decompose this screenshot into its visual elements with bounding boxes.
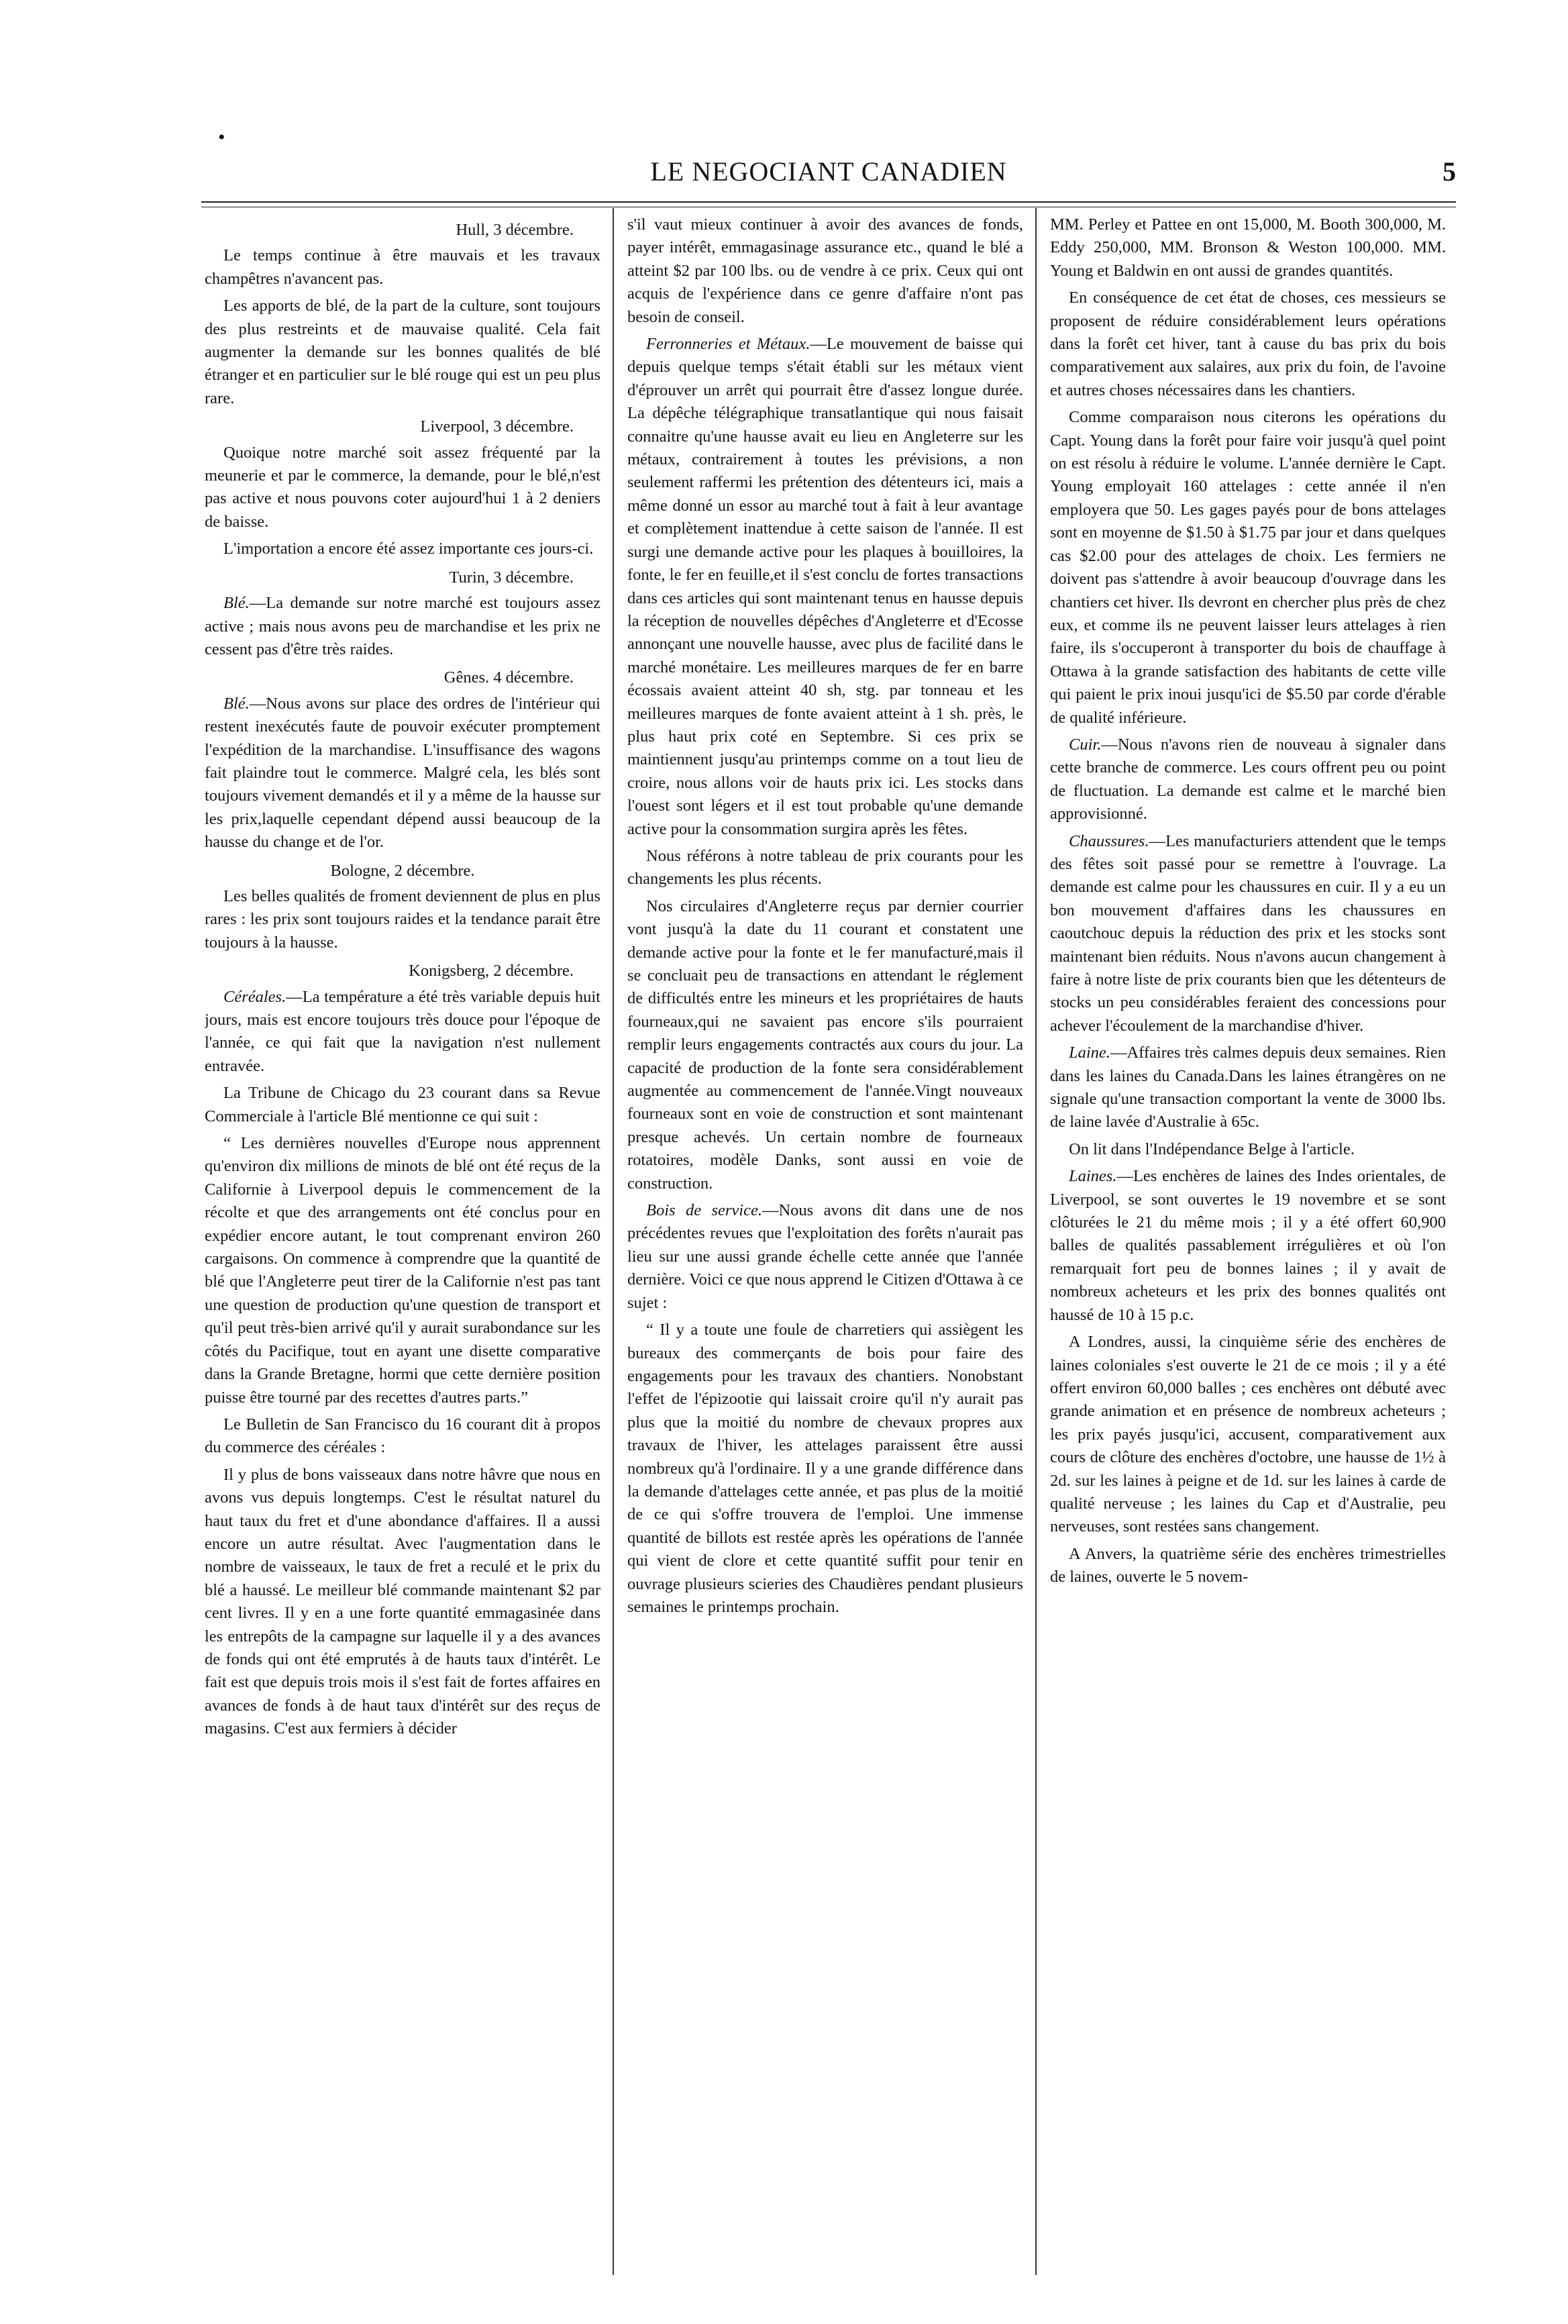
column-separator: [613, 208, 614, 2275]
rubric: Blé.: [223, 694, 250, 713]
paragraph-text: L'importation a encore été assez importante ces jours-ci.: [223, 540, 594, 558]
column-3: [1050, 213, 1446, 2267]
paragraph: [205, 592, 600, 661]
paragraph-text: Les apports de blé, de la part de la culture, sont toujours des plus restreints et de mauvaise qualité. Cela fait augmenter la demande sur les bonnes qualités de blé étranger et en particulier sur le blé rouge qui est un peu plus rare.: [205, 297, 600, 407]
running-title: LE NEGOCIANT CANADIEN: [650, 156, 1007, 187]
paragraph: [205, 693, 600, 854]
paragraph-text: Le Bulletin de San Francisco du 16 courant dit à propos du commerce des céréales :: [205, 1415, 600, 1457]
dateline: Liverpool, 3 décembre.: [420, 417, 574, 436]
paragraph: [627, 1319, 1023, 1619]
paragraph-text: —La demande sur notre marché est toujours assez active ; mais nous avons peu de marchandise et les prix ne cessent pas d'être très raides.: [205, 594, 600, 658]
paragraph-text: “ Les dernières nouvelles d'Europe nous apprennent qu'environ dix millions de minots de blé ont été reçus de la Californie à Liverpool depuis le commencement de la récolte et que des arrangements ont été conclus pour en expédier encore autant, le tout comprenant environ 260 cargaisons. On commence à comprendre que la quantité de blé que l'Angleterre peut tirer de la Californie n'est pas tant une question de production qu'une question de transport et qu'il peut très-bien arrivé qu'il y aurait surabondance sur les côtés du Pacifique, tout en ayant une disette comparative dans la Grande Bretagne, hormi que cette dernière position puisse être tourné par des recettes d'autres parts.”: [205, 1134, 600, 1407]
paragraph: [205, 244, 600, 291]
paragraph-text: La Tribune de Chicago du 23 courant dans sa Revue Commerciale à l'article Blé mentionne ce qui suit :: [205, 1084, 600, 1125]
paragraph: [1050, 213, 1446, 283]
paragraph: [1050, 1138, 1446, 1161]
paragraph-text: Nous référons à notre tableau de prix courants pour les changements les plus récents.: [627, 846, 1023, 889]
page-number: 5: [1443, 156, 1456, 187]
paragraph-text: On lit dans l'Indépendance Belge à l'article.: [1069, 1140, 1355, 1158]
paragraph: [205, 885, 600, 954]
rubric: Blé.: [223, 594, 250, 613]
dateline: Gênes. 4 décembre.: [443, 668, 574, 687]
paragraph: [205, 1413, 600, 1460]
paragraph: [1050, 406, 1446, 729]
rubric: Céréales.: [223, 987, 286, 1006]
paragraph-text: —Les manufacturiers attendent que le temps des fêtes soit passé pour se remettre à l'ouvrage. La demande est calme pour les chaussures en cuir. Il y a eu un bon mouvement d'affaires dans les chaussures en caoutchouc depuis la réduction des prix et les stocks sont maintenant bien réduits. Nous n'avons aucun changement à faire à notre liste de prix courants bien que les détenteurs de stocks un peu considérables feraient des concessions pour achever l'écoulement de la marchandise d'hiver.: [1050, 831, 1446, 1035]
rubric: Ferronneries et Métaux.: [646, 335, 811, 354]
paragraph: [1050, 830, 1446, 1038]
paragraph: [205, 295, 600, 410]
paragraph-text: —Nous avons sur place des ordres de l'intérieur qui restent inexécutés faute de pouvoir exécuter promptement l'expédition de la marchandise. L'insuffisance des wagons fait plaindre tout le commerce. Malgré cela, les blés sont toujours vivement demandés et il y a même de la hausse sur les prix,laquelle cependant dépend aussi beaucoup de la hausse du change et de l'or.: [205, 694, 600, 852]
paragraph-text: A Anvers, la quatrième série des enchères trimestrielles de laines, ouverte le 5 novem-: [1050, 1544, 1446, 1586]
paragraph: [205, 1464, 600, 1741]
paragraph: [627, 845, 1023, 891]
paragraph: [627, 213, 1023, 329]
paragraph: [1050, 1331, 1446, 1539]
paragraph: [1050, 1543, 1446, 1589]
paragraph: [627, 895, 1023, 1195]
rubric: Laine.: [1069, 1044, 1110, 1062]
dateline: Konigsberg, 2 décembre.: [409, 962, 574, 980]
paragraph-text: MM. Perley et Pattee en ont 15,000, M. Booth 300,000, M. Eddy 250,000, MM. Bronson & Weston 100,000. MM. Young et Baldwin en ont aussi de grandes quantités.: [1050, 215, 1446, 280]
page-header: [201, 156, 1456, 203]
column-2: [627, 213, 1023, 2267]
paragraph-text: —Les enchères de laines des Indes orientales, de Liverpool, se sont ouvertes le 19 novembre et se sont clôturées le 21 du même mois ; il y a été offert 60,900 balles de qualités passablement irrégulières et où l'on remarquait fort peu de bonnes laines ; il y avait de nombreux acheteurs et les prix des bonnes qualités ont haussé de 10 à 15 p.c.: [1050, 1167, 1446, 1324]
paragraph-text: —Nous avons dit dans une de nos précédentes revues que l'exploitation des forêts n'aurait pas lieu sur une aussi grande échelle cette année que l'année dernière. Voici ce que nous apprend le Citizen d'Ottawa à ce sujet :: [627, 1201, 1023, 1312]
paragraph-text: —Nous n'avons rien de nouveau à signaler dans cette branche de commerce. Les cours offrent peu ou point de fluctuation. La demande est calme et le marché bien approvisionné.: [1050, 735, 1446, 823]
dateline: Hull, 3 décembre.: [456, 221, 574, 239]
paragraph-text: “ Il y a toute une foule de charretiers qui assiègent les bureaux des commerçants de bois pour faire des engagements pour les travaux des chantiers. Nonobstant l'effet de l'épizootie qui laissait croire qu'il n'y aurait pas plus que la moitié du nombre de chevaux propres aux travaux de l'hiver, les attelages paraissent être aussi nombreux qu'à l'ordinaire. Il y a une grande différence dans la demande d'attelages cette année, et pas plus de la moitié de ce qui s'offre trouvera de l'emploi. Une immense quantité de billots est restée après les opérations de l'année qui vient de clore et cette quantité suffit pour tenir en ouvrage plusieurs scieries des Chaudières pendant plusieurs semaines le printemps prochain.: [627, 1321, 1023, 1616]
column-1: [205, 213, 600, 2267]
paragraph-text: —La température a été très variable depuis huit jours, mais est encore toujours très douce pour l'époque de l'année, ce qui fait que la navigation n'est nullement entravée.: [205, 987, 600, 1075]
paragraph-text: —Le mouvement de baisse qui depuis quelque temps s'était établi sur les métaux vient d'éprouver un arrêt qui pourrait être d'assez longue durée. La dépêche télégraphique transatlantique qui nous faisait connaitre qu'une hausse avait eu lieu en Angleterre sur les métaux, contrairement à toutes les prévisions, a non seulement raffermi les prétention des détenteurs ici, mais a même donné un essor au marché tout à fait à leur avantage et complètement inattendue à cette saison de l'année. Il est surgi une demande active pour les plaques à bouilloires, la fonte, le fer en feuille,et il s'est conclu de fortes transactions dans ces articles qui sont maintenant tenus en hausse depuis la réception de nouvelles dépêches d'Angleterre et d'Ecosse annonçant une nouvelle hausse, avec plus de facilité dans le marché monétaire. Les meilleures marques de fer en barre écossais avaient atteint 40 sh, stg. par tonneau et les meilleures marques de fonte avaient atteint à 1 sh. près, le plus haut prix coté en Septembre. Si ces prix se maintiennent jusqu'au printemps comme on a tout lieu de croire, nous allons voir de hauts prix ici. Les stocks dans l'ouest sont légers et il est tout probable qu'une demande active pour la consommation surgira après les fêtes.: [627, 335, 1023, 838]
header-double-rule: [201, 201, 1456, 207]
column-separator: [1035, 208, 1037, 2275]
paragraph-text: Le temps continue à être mauvais et les travaux champêtres n'avancent pas.: [205, 246, 600, 288]
paragraph: [627, 333, 1023, 841]
paragraph-text: Il y plus de bons vaisseaux dans notre hâvre que nous en avons vus depuis longtemps. C'est le résultat naturel du haut taux du fret et d'une abondance d'affaires. Il a aussi encore un autre résultat. Avec l'augmentation dans le nombre de vaisseaux, le taux de fret a reculé et le prix du blé a haussé. Le meilleur blé commande maintenant $2 par cent livres. Il y en a une forte quantité emmagasinée dans les entrepôts de la campagne sur laquelle il y a des avances de fonds qui ont été emprutés à de hauts taux d'intérêt. Le fait est que depuis trois mois il s'est fait de fortes affaires en avances de fonds à de haut taux d'intérêt sur des reçus de magasins. C'est aux fermiers à décider: [205, 1465, 600, 1738]
paragraph-text: s'il vaut mieux continuer à avoir des avances de fonds, payer intérêt, emmagasinage assurance etc., quand le blé a atteint $2 par 100 lbs. ou de vendre à ce prix. Ceux qui ont acquis de l'expérience dans ce genre d'affaire n'ont pas besoin de conseil.: [627, 215, 1023, 326]
paragraph: [205, 986, 600, 1078]
rubric: Chaussures.: [1069, 831, 1149, 850]
paragraph-text: En conséquence de cet état de choses, ces messieurs se proposent de réduire considérablement leurs opérations dans la forêt cet hiver, tant à cause du bas prix du bois comparativement aux salaires, aux prix du foin, de l'avoine et autres choses nécessaires dans les chantiers.: [1050, 289, 1446, 399]
paragraph-text: Les belles qualités de froment deviennent de plus en plus rares : les prix sont toujours raides et la tendance parait être toujours à la hausse.: [205, 887, 600, 952]
paragraph: [1050, 287, 1446, 402]
ink-mark: •: [218, 126, 225, 148]
paragraph-text: Nos circulaires d'Angleterre reçus par dernier courrier vont jusqu'à la date du 11 courant et constatent une demande active pour la fonte et le fer manufacturé,mais il se concluait peu de transactions en attendant le réglement de difficultés entre les mineurs et les propriétaires de hauts fourneaux,qui ne savaient pas encore s'ils pourraient remplir leurs engagements contractés aux cours du jour. La capacité de production de la fonte sera considérablement augmentée au commencement de l'année.Vingt nouveaux fourneaux sont en voie de construction et sont maintenant presque achevés. Un certain nombre de fourneaux rotatoires, modèle Danks, sont aussi en voie de construction.: [627, 897, 1023, 1193]
paragraph-text: Quoique notre marché soit assez fréquenté par la meunerie et par le commerce, la demande, pour le blé,n'est pas active et nous pouvons coter aujourd'hui 1 à 2 deniers de baisse.: [205, 443, 600, 531]
paragraph: [1050, 1165, 1446, 1327]
paragraph: [205, 442, 600, 534]
paragraph-text: —Affaires très calmes depuis deux semaines. Rien dans les laines du Canada.Dans les laines étrangères on ne signale qu'une transaction comportant la vente de 3000 lbs. de laine lavée d'Australie à 65c.: [1050, 1044, 1446, 1131]
rubric: Bois de service.: [646, 1201, 762, 1220]
paragraph: [1050, 734, 1446, 826]
paragraph-text: A Londres, aussi, la cinquième série des enchères de laines coloniales s'est ouverte le 21 de ce mois ; il y a été offert environ 60,000 balles ; ces enchères ont débuté avec grande animation et en présence de nombreux acheteurs ; les prix payés jusqu'ici, accusent, comparativement aux cours de clôture des enchères d'octobre, une hausse de 1½ à 2d. sur les laines à peigne et de 1d. sur les laines à carde de qualité nerveuse ; les laines du Cap et d'Australie, peu nerveuses, sont restées sans changement.: [1050, 1333, 1446, 1536]
paragraph: [205, 1082, 600, 1128]
rubric: Cuir.: [1069, 735, 1102, 754]
paragraph: [205, 1132, 600, 1409]
paragraph: [1050, 1042, 1446, 1134]
paragraph: [627, 1199, 1023, 1315]
dateline: Bologne, 2 décembre.: [330, 861, 475, 880]
rubric: Laines.: [1069, 1167, 1117, 1186]
paragraph: [205, 538, 600, 560]
paragraph-text: Comme comparaison nous citerons les opérations du Capt. Young dans la forêt pour faire voir jusqu'à quel point on est résolu à réduire le volume. L'année dernière le Capt. Young employait 160 attelages : cette année il n'en employera que 50. Les gages payés pour de bons attelages sont en moyenne de $1.50 à $1.75 par jour et dans quelques cas $2.00 pour des attelages de choix. Les fermiers ne doivent pas s'attendre à avoir beaucoup d'ouvrage dans les chantiers cet hiver. Ils devront en chercher plus près de chez eux, et comme ils ne peuvent laisser leurs attelages à rien faire, ils s'occuperont à transporter du bois de chauffage à Ottawa à la grande satisfaction des habitants de cette ville qui paient le prix inoui jusqu'ici de $5.50 par corde d'érable de qualité inférieure.: [1050, 408, 1446, 727]
dateline: Turin, 3 décembre.: [449, 568, 574, 587]
